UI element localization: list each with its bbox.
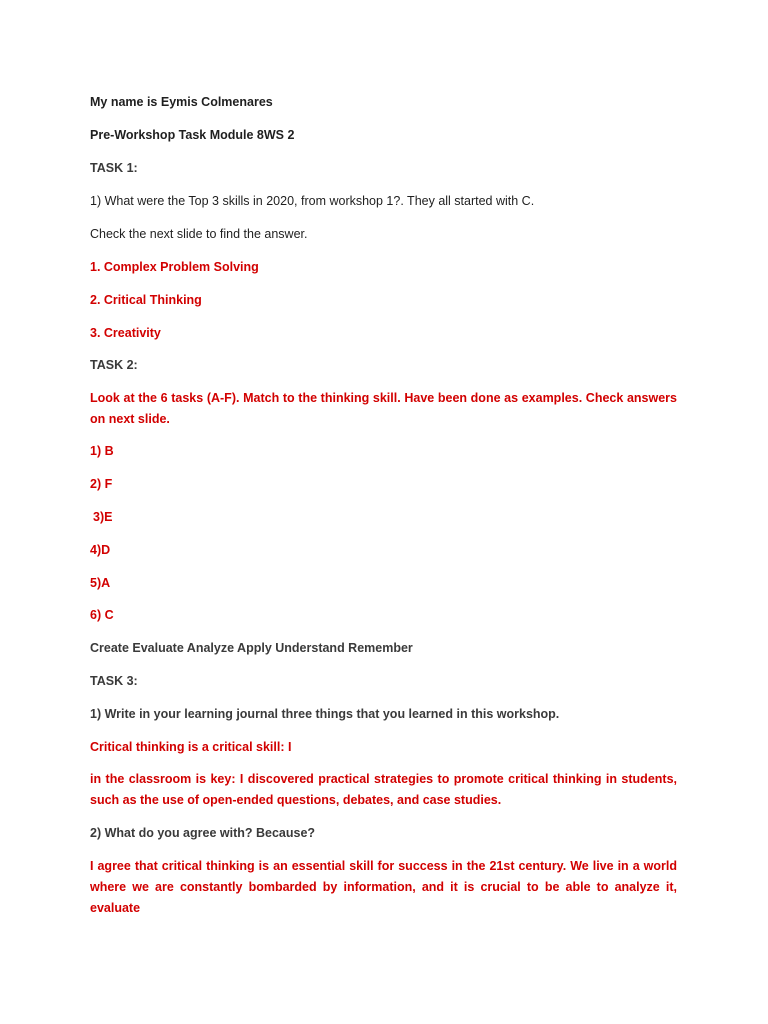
task3-answer-1-line-1: Critical thinking is a critical skill: I bbox=[90, 740, 292, 754]
task1-answer-3: 3. Creativity bbox=[90, 326, 161, 340]
task2-heading: TASK 2: bbox=[90, 358, 138, 372]
task1-heading: TASK 1: bbox=[90, 161, 138, 175]
task3-question-1: 1) Write in your learning journal three things that you learned in this workshop. bbox=[90, 707, 560, 721]
task3-answer-2: I agree that critical thinking is an essential skill for success in the 21st century. We live in a world where we are constantly bombarded by information, and it is crucial to be able to analyze it, evaluate bbox=[90, 859, 677, 915]
task3-answer-1-line-2: in the classroom is key: I discovered practical strategies to promote critical thinking in students, such as the use of open-ended questions, debates, and case studies. bbox=[90, 772, 677, 807]
task1-instruction: Check the next slide to find the answer. bbox=[90, 227, 308, 241]
task3-heading: TASK 3: bbox=[90, 674, 138, 688]
thinking-skills-line: Create Evaluate Analyze Apply Understand Remember bbox=[90, 641, 413, 655]
module-title: Pre-Workshop Task Module 8WS 2 bbox=[90, 128, 295, 142]
task2-answer-6: 6) C bbox=[90, 608, 114, 622]
task1-answer-2: 2. Critical Thinking bbox=[90, 293, 202, 307]
author-name-line: My name is Eymis Colmenares bbox=[90, 95, 273, 109]
task1-answer-1: 1. Complex Problem Solving bbox=[90, 260, 259, 274]
task2-answer-3: 3)E bbox=[93, 510, 113, 524]
task2-answer-2: 2) F bbox=[90, 477, 113, 491]
task2-instruction: Look at the 6 tasks (A-F). Match to the thinking skill. Have been done as examples. Check answers on next slide. bbox=[90, 391, 677, 426]
task2-answer-4: 4)D bbox=[90, 543, 111, 557]
task1-question: 1) What were the Top 3 skills in 2020, from workshop 1?. They all started with C. bbox=[90, 194, 535, 208]
task3-question-2: 2) What do you agree with? Because? bbox=[90, 826, 316, 840]
task2-answer-5: 5)A bbox=[90, 576, 111, 590]
task2-answer-1: 1) B bbox=[90, 444, 114, 458]
